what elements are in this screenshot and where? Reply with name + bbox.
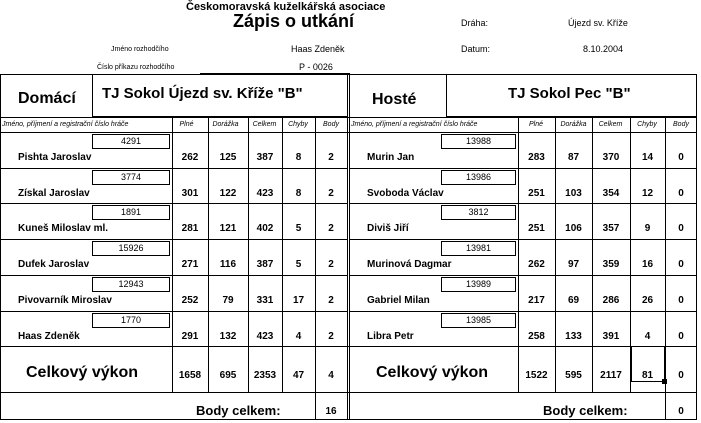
player-chyby: 9	[644, 223, 651, 235]
registration-number: 13986	[465, 171, 492, 182]
away-total-dorazka: 595	[565, 370, 582, 381]
registration-number: 13981	[465, 243, 492, 254]
home-col-name: Jméno, příjmení a registrační číslo hráče	[2, 121, 129, 128]
row-divider	[349, 239, 697, 240]
player-dorazka: 97	[567, 259, 580, 271]
player-dorazka: 103	[565, 187, 582, 199]
row-divider	[349, 203, 697, 204]
away-col-dorazka: Dorážka	[560, 121, 587, 128]
registration-number: 4291	[120, 136, 142, 146]
player-chyby: 12	[641, 187, 654, 199]
date-label: Datum:	[461, 44, 491, 54]
row-divider	[349, 311, 697, 312]
player-plne: 301	[181, 187, 199, 199]
registration-number: 3812	[468, 207, 489, 218]
referee-label: Jméno rozhodčího	[111, 46, 169, 53]
row-divider	[0, 239, 348, 240]
player-chyby: 5	[295, 259, 302, 271]
home-team-name: TJ Sokol Újezd sv. Kříže "B"	[102, 85, 303, 102]
date-value: 8.10.2004	[583, 44, 624, 54]
player-celkem: 359	[602, 259, 620, 271]
registration-number: 3774	[120, 171, 142, 182]
player-celkem: 387	[256, 152, 274, 163]
player-body: 2	[328, 294, 334, 306]
player-body: 2	[328, 330, 334, 342]
player-name: Gabriel Milan	[367, 294, 430, 306]
player-dorazka: 79	[222, 294, 234, 306]
home-col-plne: Plné	[179, 121, 194, 128]
player-chyby: 8	[295, 152, 302, 163]
player-dorazka: 122	[219, 187, 237, 199]
player-name: Diviš Jiří	[367, 223, 409, 235]
page-title: Zápis o utkání	[233, 11, 355, 31]
player-body: 0	[678, 223, 684, 235]
lane-value: Újezd sv. Kříže	[568, 18, 628, 28]
player-chyby: 16	[641, 259, 654, 271]
home-points-label: Body celkem:	[196, 403, 281, 418]
away-total-label: Celkový výkon	[376, 364, 489, 381]
player-chyby: 4	[295, 330, 302, 342]
home-col-chyby: Chyby	[288, 121, 308, 128]
player-dorazka: 106	[565, 223, 582, 235]
player-dorazka: 69	[567, 294, 580, 306]
registration-number: 1891	[120, 207, 142, 218]
player-name: Svoboda Václav	[367, 187, 444, 199]
player-celkem: 354	[602, 187, 620, 199]
away-points-total: 0	[678, 406, 684, 417]
player-name: Získal Jaroslav	[18, 187, 90, 199]
player-name: Haas Zdeněk	[18, 330, 80, 342]
registration-number: 12943	[118, 278, 144, 289]
player-plne: 251	[528, 223, 545, 235]
player-chyby: 26	[641, 294, 654, 306]
row-divider	[0, 311, 348, 312]
player-plne: 251	[528, 187, 545, 199]
player-chyby: 8	[295, 187, 302, 199]
player-plne: 291	[181, 330, 199, 342]
away-col-name: Jméno, příjmení a registrační číslo hráče	[351, 121, 478, 128]
row-divider	[0, 203, 348, 204]
away-side-label: Hosté	[372, 91, 417, 108]
home-col-dorazka: Dorážka	[212, 121, 239, 128]
player-celkem: 402	[256, 223, 274, 235]
player-plne: 283	[528, 152, 545, 163]
order-label: Číslo příkazu rozhodčího	[97, 64, 175, 71]
player-celkem: 391	[602, 330, 620, 342]
player-chyby: 17	[292, 294, 305, 306]
registration-number: 15926	[118, 243, 144, 254]
player-name: Murinová Dagmar	[367, 259, 452, 271]
lane-label: Dráha:	[461, 18, 489, 28]
player-chyby: 5	[295, 223, 302, 235]
home-total-plne: 1658	[178, 370, 202, 381]
player-dorazka: 133	[565, 330, 582, 342]
player-celkem: 387	[256, 259, 274, 271]
player-dorazka: 125	[219, 152, 237, 163]
player-body: 0	[678, 330, 684, 342]
player-plne: 262	[528, 259, 545, 271]
row-divider	[349, 275, 697, 276]
player-plne: 262	[181, 152, 199, 163]
away-col-celkem: Celkem	[598, 121, 623, 128]
player-plne: 258	[528, 330, 545, 342]
away-col-plne: Plné	[528, 121, 543, 128]
referee-value: Haas Zdeněk	[291, 44, 345, 54]
home-total-dorazka: 695	[219, 370, 237, 381]
player-body: 0	[678, 259, 684, 271]
home-col-body: Body	[323, 121, 339, 128]
away-total-body: 0	[678, 370, 684, 381]
player-body: 0	[678, 294, 684, 306]
away-points-label: Body celkem:	[543, 403, 628, 418]
player-body: 2	[328, 259, 334, 271]
player-celkem: 286	[602, 294, 620, 306]
player-plne: 252	[181, 294, 199, 306]
player-name: Pishta Jaroslav	[18, 152, 92, 163]
player-plne: 281	[181, 223, 199, 235]
home-total-celkem: 2353	[253, 370, 277, 381]
home-total-label: Celkový výkon	[26, 364, 139, 381]
player-chyby: 4	[644, 330, 651, 342]
player-celkem: 357	[602, 223, 620, 235]
player-celkem: 423	[256, 187, 274, 199]
registration-number: 1770	[120, 314, 142, 325]
player-chyby: 14	[641, 152, 654, 163]
player-celkem: 331	[256, 294, 274, 306]
player-body: 2	[328, 187, 334, 199]
player-dorazka: 132	[219, 330, 237, 342]
row-divider	[0, 275, 348, 276]
away-team-name: TJ Sokol Pec "B"	[508, 85, 631, 102]
away-col-chyby: Chyby	[637, 121, 657, 128]
away-total-chyby: 81	[641, 370, 654, 381]
player-celkem: 423	[256, 330, 274, 342]
player-dorazka: 121	[219, 223, 237, 235]
row-divider	[0, 168, 348, 169]
player-body: 2	[328, 223, 334, 235]
player-name: Libra Petr	[367, 330, 414, 342]
association-title: Českomoravská kuželkářská asociace	[186, 1, 386, 13]
home-total-body: 4	[328, 370, 334, 381]
registration-number: 13988	[465, 136, 492, 146]
registration-number: 13985	[465, 314, 492, 325]
player-body: 0	[678, 152, 684, 163]
home-points-total: 16	[325, 406, 337, 417]
away-total-plne: 1522	[525, 370, 548, 381]
player-name: Pivovarník Miroslav	[18, 294, 112, 306]
player-name: Dufek Jaroslav	[18, 259, 90, 271]
player-name: Kuneš Miloslav ml.	[18, 223, 109, 235]
player-body: 0	[678, 187, 684, 199]
home-side-label: Domácí	[18, 90, 76, 107]
player-plne: 217	[528, 294, 545, 306]
home-total-chyby: 47	[292, 370, 305, 381]
away-total-celkem: 2117	[600, 370, 622, 381]
player-dorazka: 116	[219, 259, 237, 271]
away-col-body: Body	[673, 121, 689, 128]
player-celkem: 370	[602, 152, 620, 163]
order-value: P - 0026	[299, 62, 333, 72]
player-body: 2	[328, 152, 334, 163]
player-plne: 271	[181, 259, 199, 271]
home-col-celkem: Celkem	[252, 121, 277, 128]
player-name: Murin Jan	[367, 152, 415, 163]
registration-number: 13989	[465, 278, 492, 289]
player-dorazka: 87	[567, 152, 580, 163]
row-divider	[349, 168, 697, 169]
